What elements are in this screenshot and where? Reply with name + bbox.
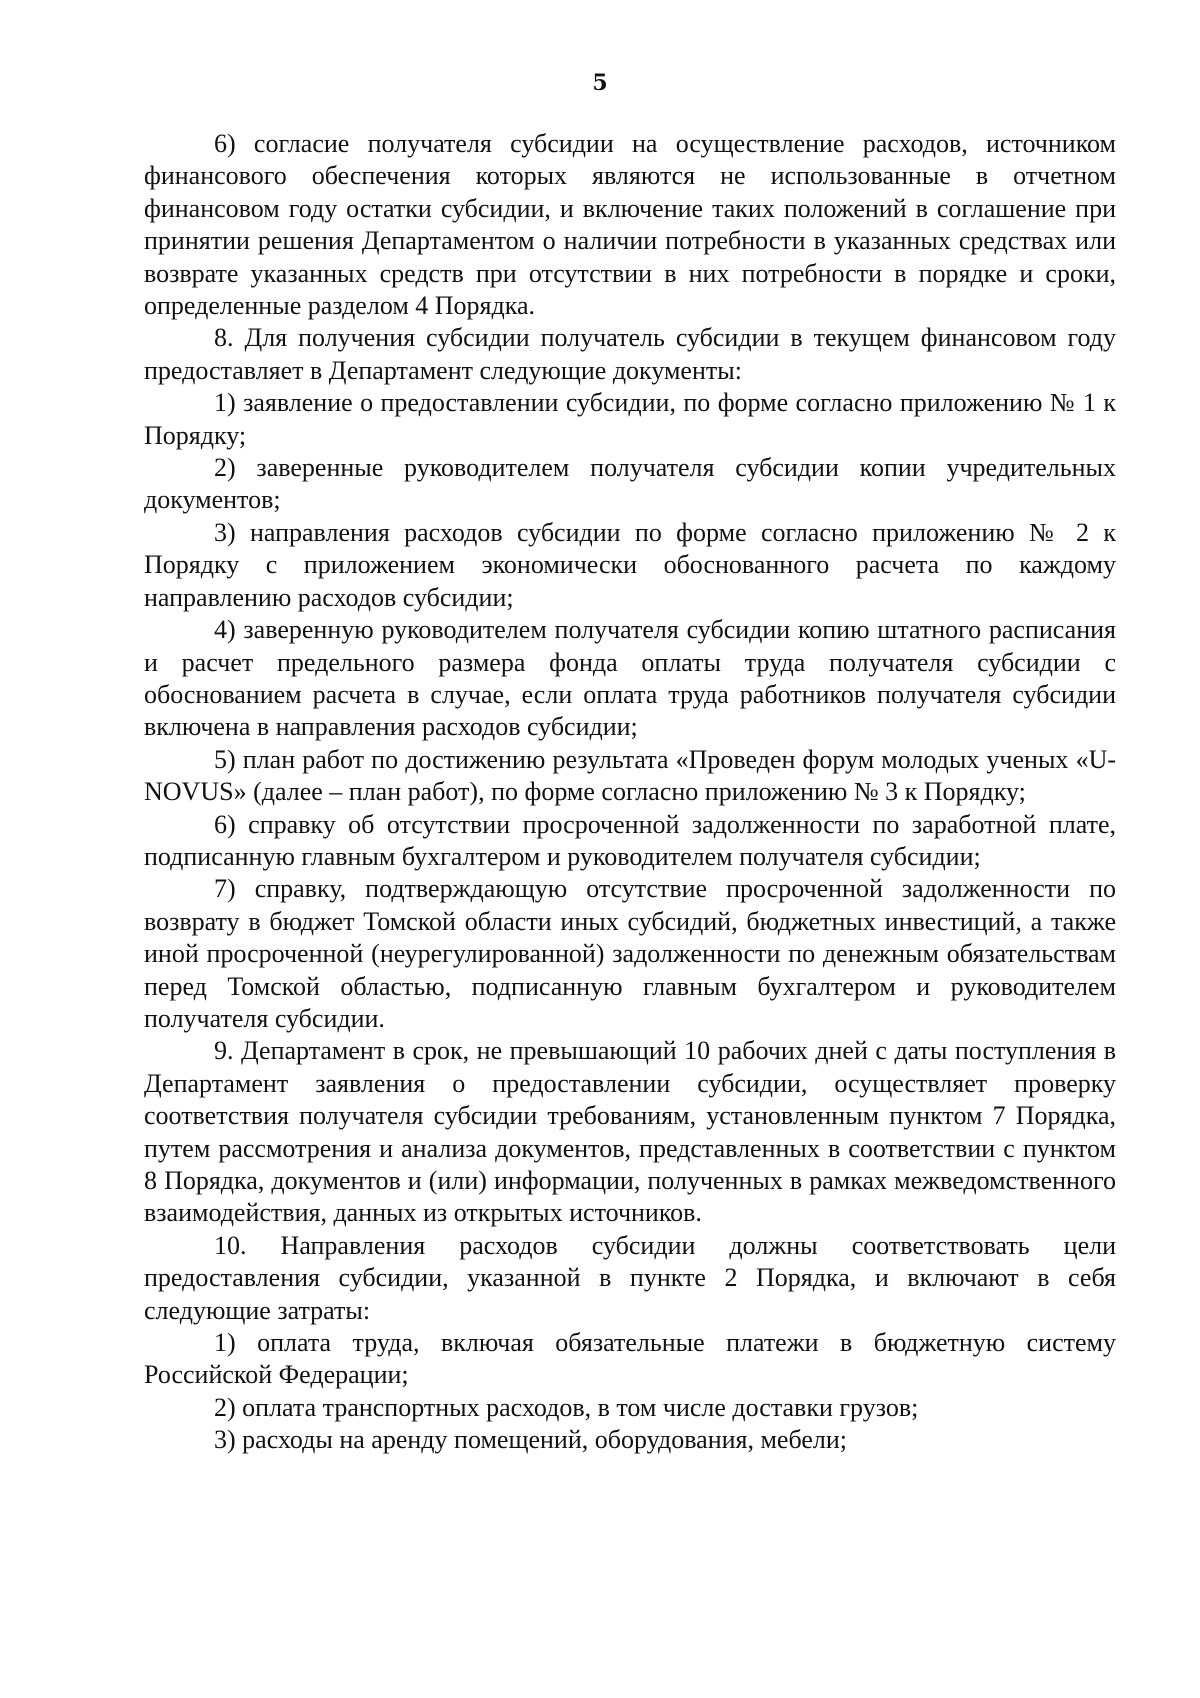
paragraph-item-10-1-labor-payment: 1) оплата труда, включая обязательные платежи в бюджетную систему Российской Федерации;: [144, 1328, 1116, 1390]
paragraph-item-8-2-charter-copies: 2) заверенные руководителем получателя субсидии копии учредительных документов;: [144, 453, 1116, 515]
document-body: [144, 128, 1116, 1457]
paragraph-item-8-4-staff-schedule: 4) заверенную руководителем получателя субсидии копию штатного расписания и расчет предельного размера фонда оплаты труда получателя субсидии с обоснованием расчета в случае, если оплата труда работников получателя субсидии включена в направления расходов субсидии;: [144, 615, 1116, 742]
paragraph-item-8-documents: 8. Для получения субсидии получатель субсидии в текущем финансовом году предоставляет в Департамент следующие документы:: [144, 323, 1116, 385]
paragraph-item-10-3-rent: 3) расходы на аренду помещений, оборудования, мебели;: [214, 1425, 848, 1455]
page-number: 5: [592, 70, 608, 96]
paragraph-item-9-verification: 9. Департамент в срок, не превышающий 10 рабочих дней с даты поступления в Департамент заявления о предоставлении субсидии, осуществляет проверку соответствия получателя субсидии требованиям, установленным пунктом 7 Порядка, путем рассмотрения и анализа документов, представленных в соответствии с пунктом 8 Порядка, документов и (или) информации, полученных в рамках межведомственного взаимодействия, данных из открытых источников.: [144, 1036, 1116, 1228]
paragraph-item-10-expense-directions: 10. Направления расходов субсидии должны соответствовать цели предоставления субсидии, указанной в пункте 2 Порядка, и включают в себя следующие затраты:: [144, 1230, 1116, 1325]
paragraph-item-10-2-transport: 2) оплата транспортных расходов, в том числе доставки грузов;: [214, 1392, 919, 1422]
paragraph-item-8-1-application: 1) заявление о предоставлении субсидии, по форме согласно приложению № 1 к Порядку;: [144, 388, 1116, 450]
paragraph-item-8-6-salary-debt-certificate: 6) справку об отсутствии просроченной задолженности по заработной плате, подписанную главным бухгалтером и руководителем получателя субсидии;: [144, 809, 1116, 871]
paragraph-item-8-3-expense-directions: 3) направления расходов субсидии по форме согласно приложению № 2 к Порядку с приложением экономически обоснованного расчета по каждому направлению расходов субсидии;: [144, 517, 1116, 612]
paragraph-item-8-5-work-plan: 5) план работ по достижению результата «Проведен форум молодых ученых «U-NOVUS» (далее – план работ), по форме согласно приложению № 3 к Порядку;: [144, 744, 1116, 807]
paragraph-consent-unused-balances: 6) согласие получателя субсидии на осуществление расходов, источником финансового обеспечения которых являются не использованные в отчетном финансовом году остатки субсидии, и включение таких положений в соглашение при принятии решения Департаментом о наличии потребности в указанных средствах или возврате указанных средств при отсутствии в них потребности в порядке и сроки, определенные разделом 4 Порядка.: [144, 129, 1116, 321]
paragraph-item-8-7-budget-debt-certificate: 7) справку, подтверждающую отсутствие просроченной задолженности по возврату в бюджет Томской области иных субсидий, бюджетных инвестиций, а также иной просроченной (неурегулированной) задолженности по денежным обязательствам перед Томской областью, подписанную главным бухгалтером и руководителем получателя субсидии.: [144, 874, 1116, 1033]
